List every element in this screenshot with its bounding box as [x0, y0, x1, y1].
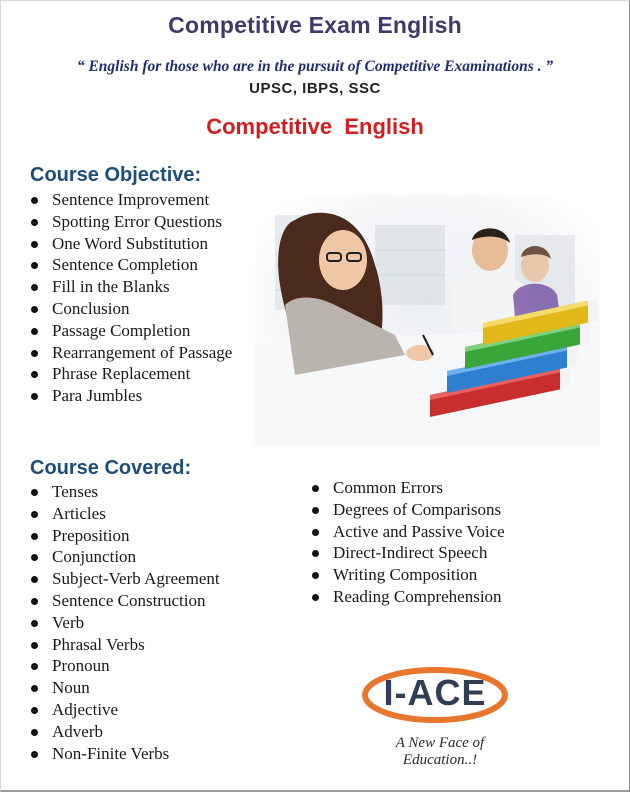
page-title: Competitive Exam English	[168, 12, 462, 38]
objective-item: Conclusion	[30, 298, 232, 320]
covered-left-item: Non-Finite Verbs	[30, 743, 220, 765]
covered-left-item: Preposition	[30, 525, 220, 547]
covered-left-item: Subject-Verb Agreement	[30, 568, 220, 590]
covered-right-item: Writing Composition	[311, 564, 505, 586]
objective-item: Passage Completion	[30, 320, 232, 342]
tagline: “ English for those who are in the pursuit of Competitive Examinations . ”	[76, 58, 554, 75]
course-objective-list	[30, 189, 232, 407]
covered-left-item: Conjunction	[30, 546, 220, 568]
covered-left-item: Verb	[30, 612, 220, 634]
objective-item: Fill in the Blanks	[30, 276, 232, 298]
objective-item: Sentence Completion	[30, 254, 232, 276]
covered-left-item: Adjective	[30, 699, 220, 721]
objective-item: Rearrangement of Passage	[30, 342, 232, 364]
objective-item: Para Jumbles	[30, 385, 232, 407]
course-subtitle: Competitive English	[206, 114, 424, 139]
objective-item: Phrase Replacement	[30, 363, 232, 385]
exam-list: UPSC, IBPS, SSC	[249, 80, 381, 97]
covered-right-item: Direct-Indirect Speech	[311, 542, 505, 564]
objective-item: Sentence Improvement	[30, 189, 232, 211]
course-objective-heading: Course Objective:	[30, 164, 202, 186]
covered-right-item: Degrees of Comparisons	[311, 499, 505, 521]
covered-right-item: Active and Passive Voice	[311, 521, 505, 543]
logo-name: I-ACE	[383, 672, 487, 713]
covered-left-item: Phrasal Verbs	[30, 634, 220, 656]
objective-item: Spotting Error Questions	[30, 211, 232, 233]
covered-left-item: Noun	[30, 677, 220, 699]
logo-tagline: A New Face of Education..!	[395, 735, 485, 768]
course-covered-heading: Course Covered:	[30, 457, 192, 479]
covered-left-item: Pronoun	[30, 655, 220, 677]
objective-item: One Word Substitution	[30, 233, 232, 255]
covered-left-item: Sentence Construction	[30, 590, 220, 612]
course-covered-right-list	[311, 477, 505, 608]
covered-right-item: Reading Comprehension	[311, 586, 505, 608]
covered-left-item: Tenses	[30, 481, 220, 503]
covered-left-item: Adverb	[30, 721, 220, 743]
covered-right-item: Common Errors	[311, 477, 505, 499]
students-studying-illustration	[255, 195, 600, 445]
course-covered-left-list	[30, 481, 220, 764]
covered-left-item: Articles	[30, 503, 220, 525]
